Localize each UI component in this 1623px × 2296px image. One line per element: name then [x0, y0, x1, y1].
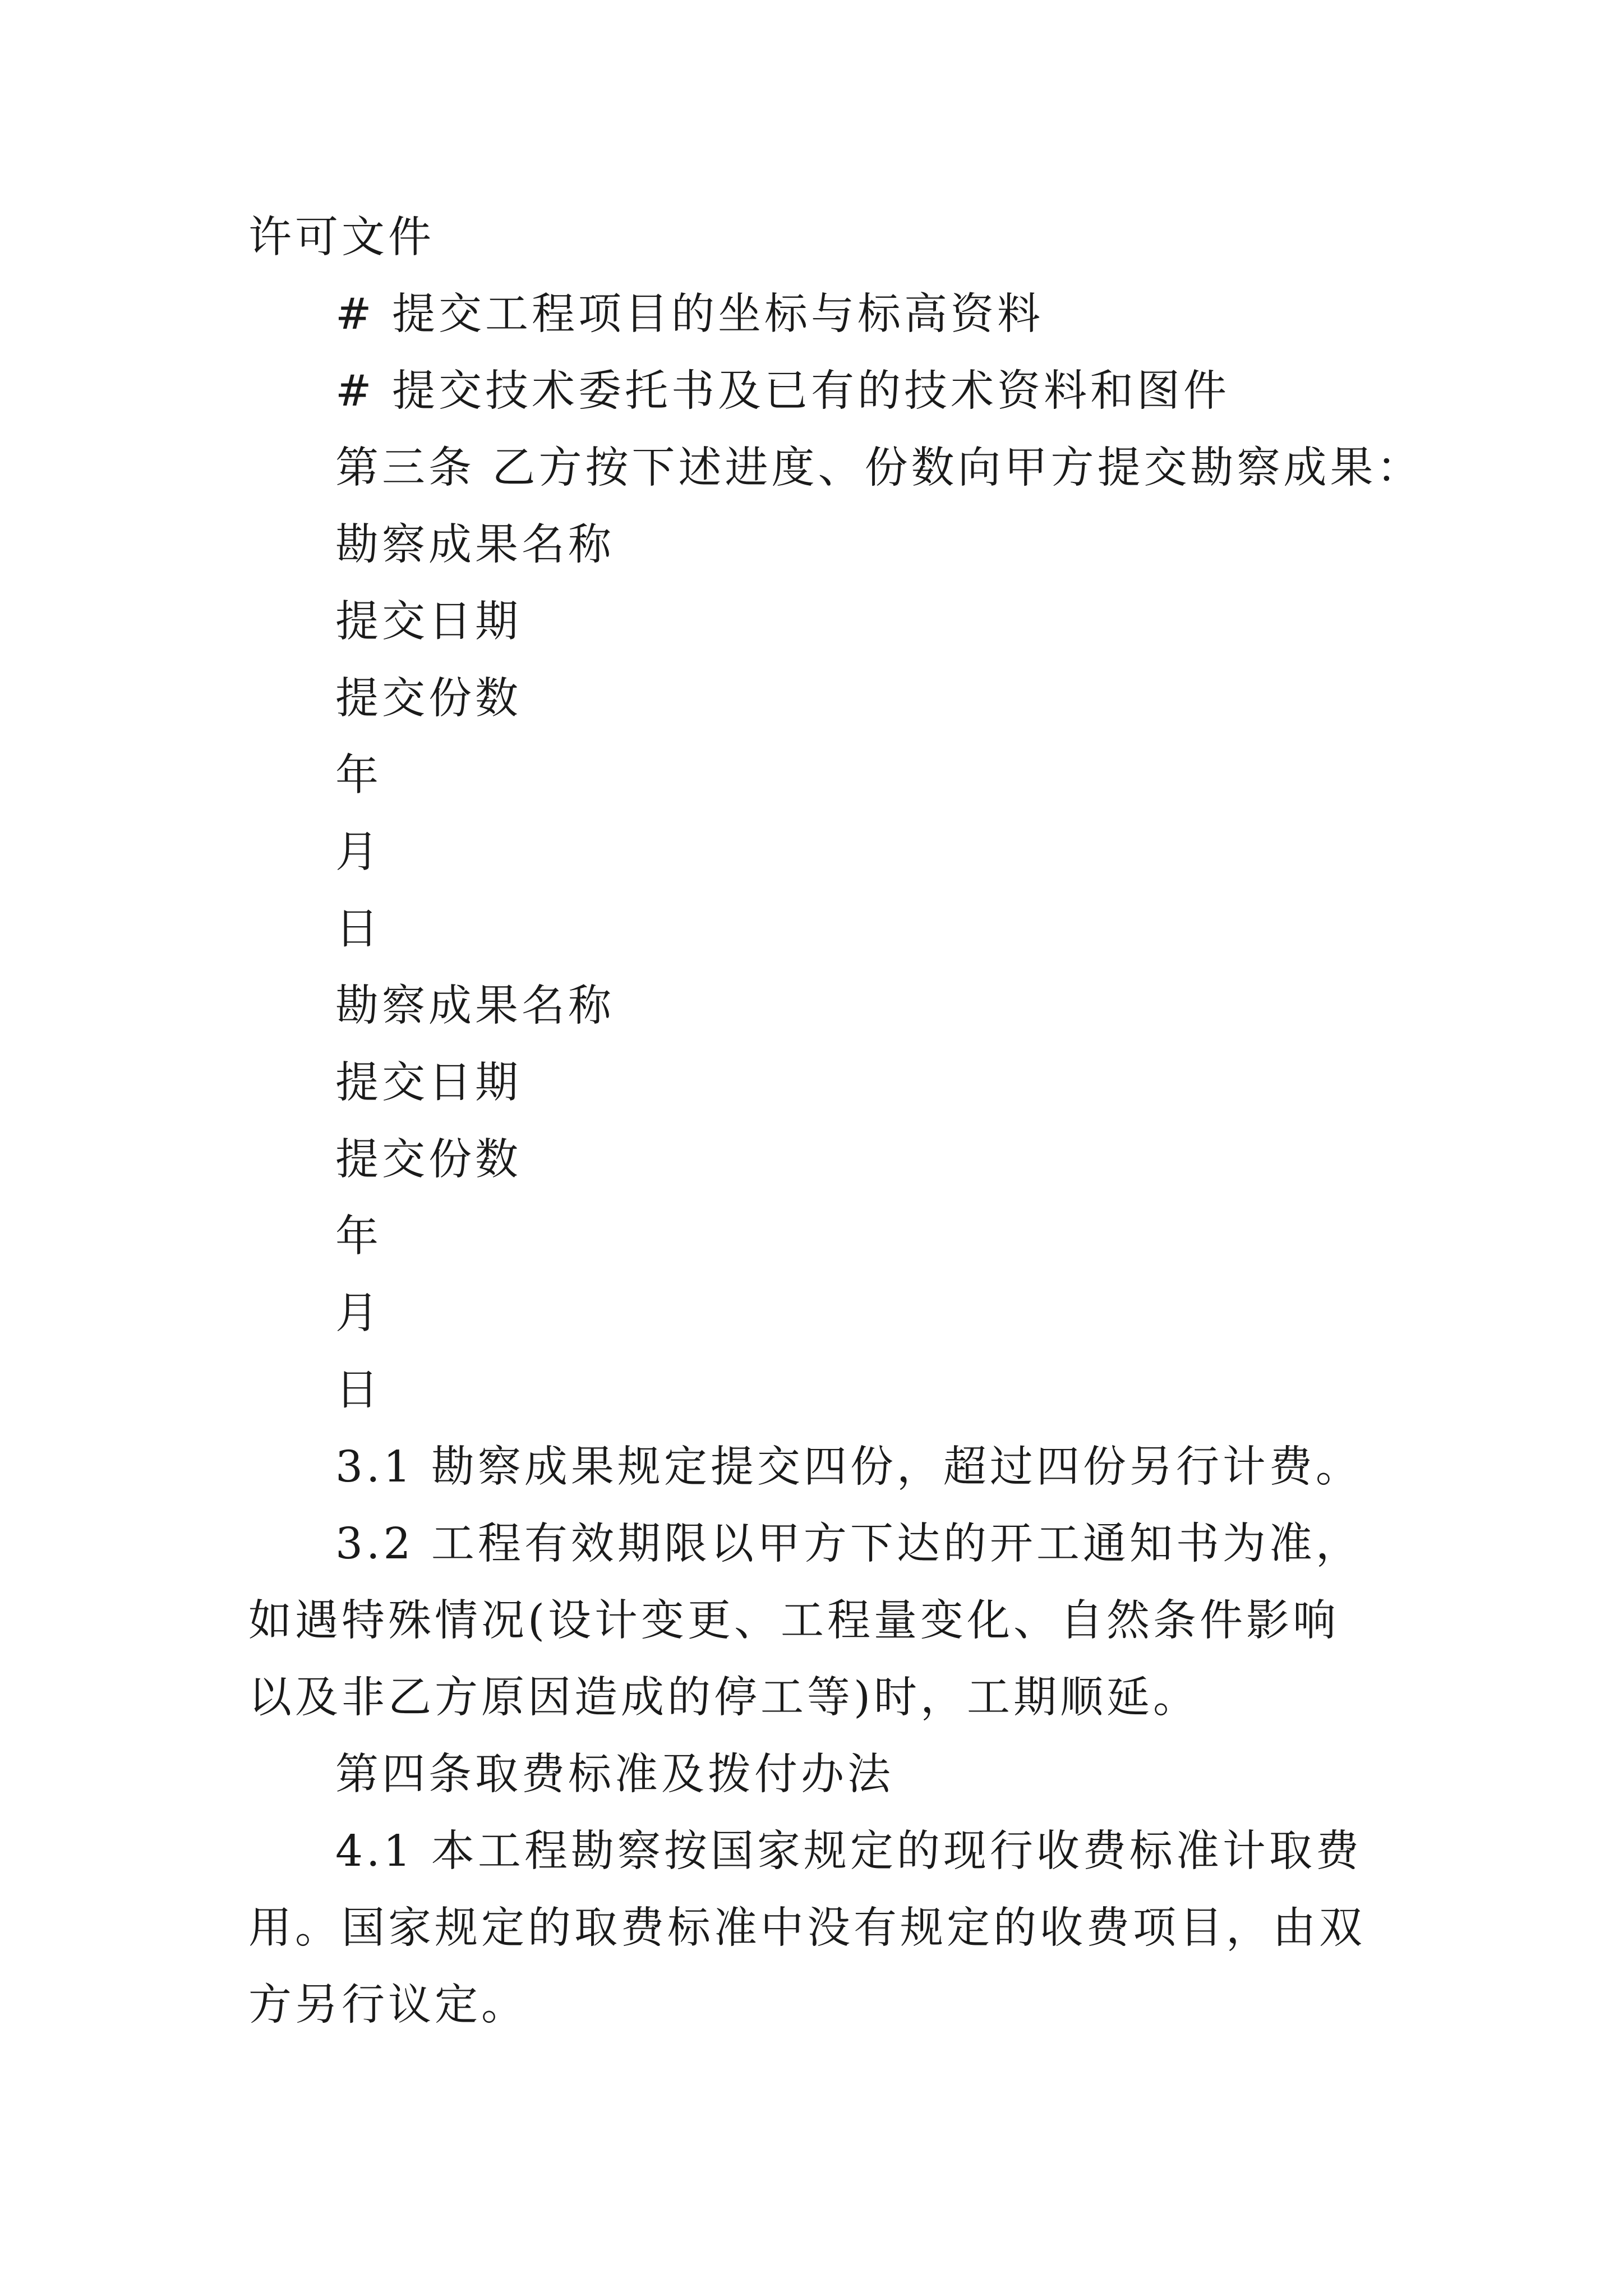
article-3-heading: 第三条 乙方按下述进度、份数向甲方提交勘察成果： — [335, 443, 1423, 493]
submit-copies-label: 提交份数 — [335, 1135, 522, 1185]
submit-date-label: 提交日期 — [335, 597, 522, 647]
submit-date-label: 提交日期 — [335, 1058, 522, 1108]
clause-3-1: 3.1 勘察成果规定提交四份，超过四份另行计费。 — [335, 1442, 1362, 1492]
year-label: 年 — [335, 751, 382, 800]
text-line-submit-technical-docs: # 提交技术委托书及已有的技术资料和图件 — [335, 366, 1230, 416]
day-label: 日 — [335, 1365, 382, 1415]
month-label: 月 — [335, 827, 382, 877]
text-line-permit-documents: 许可文件 — [248, 213, 435, 263]
document-body — [248, 199, 1423, 2044]
month-label: 月 — [335, 1289, 382, 1338]
article-4-heading: 第四条取费标准及拨付办法 — [335, 1750, 894, 1800]
survey-result-name-label: 勘察成果名称 — [335, 520, 615, 570]
clause-3-2: 3.2 工程有效期限以甲方下达的开工通知书为准，如遇特殊情况(设计变更、工程量变化、自然条件影响以及非乙方原因造成的停工等)时，工期顺延。 — [248, 1519, 1362, 1723]
year-label: 年 — [335, 1212, 382, 1262]
text-line-submit-coordinates: # 提交工程项目的坐标与标高资料 — [335, 289, 1044, 339]
clause-4-1: 4.1 本工程勘察按国家规定的现行收费标准计取费用。国家规定的取费标准中没有规定的收费项目，由双方另行议定。 — [248, 1826, 1366, 2030]
submit-copies-label: 提交份数 — [335, 674, 522, 724]
survey-result-name-label: 勘察成果名称 — [335, 981, 615, 1031]
day-label: 日 — [335, 904, 382, 954]
